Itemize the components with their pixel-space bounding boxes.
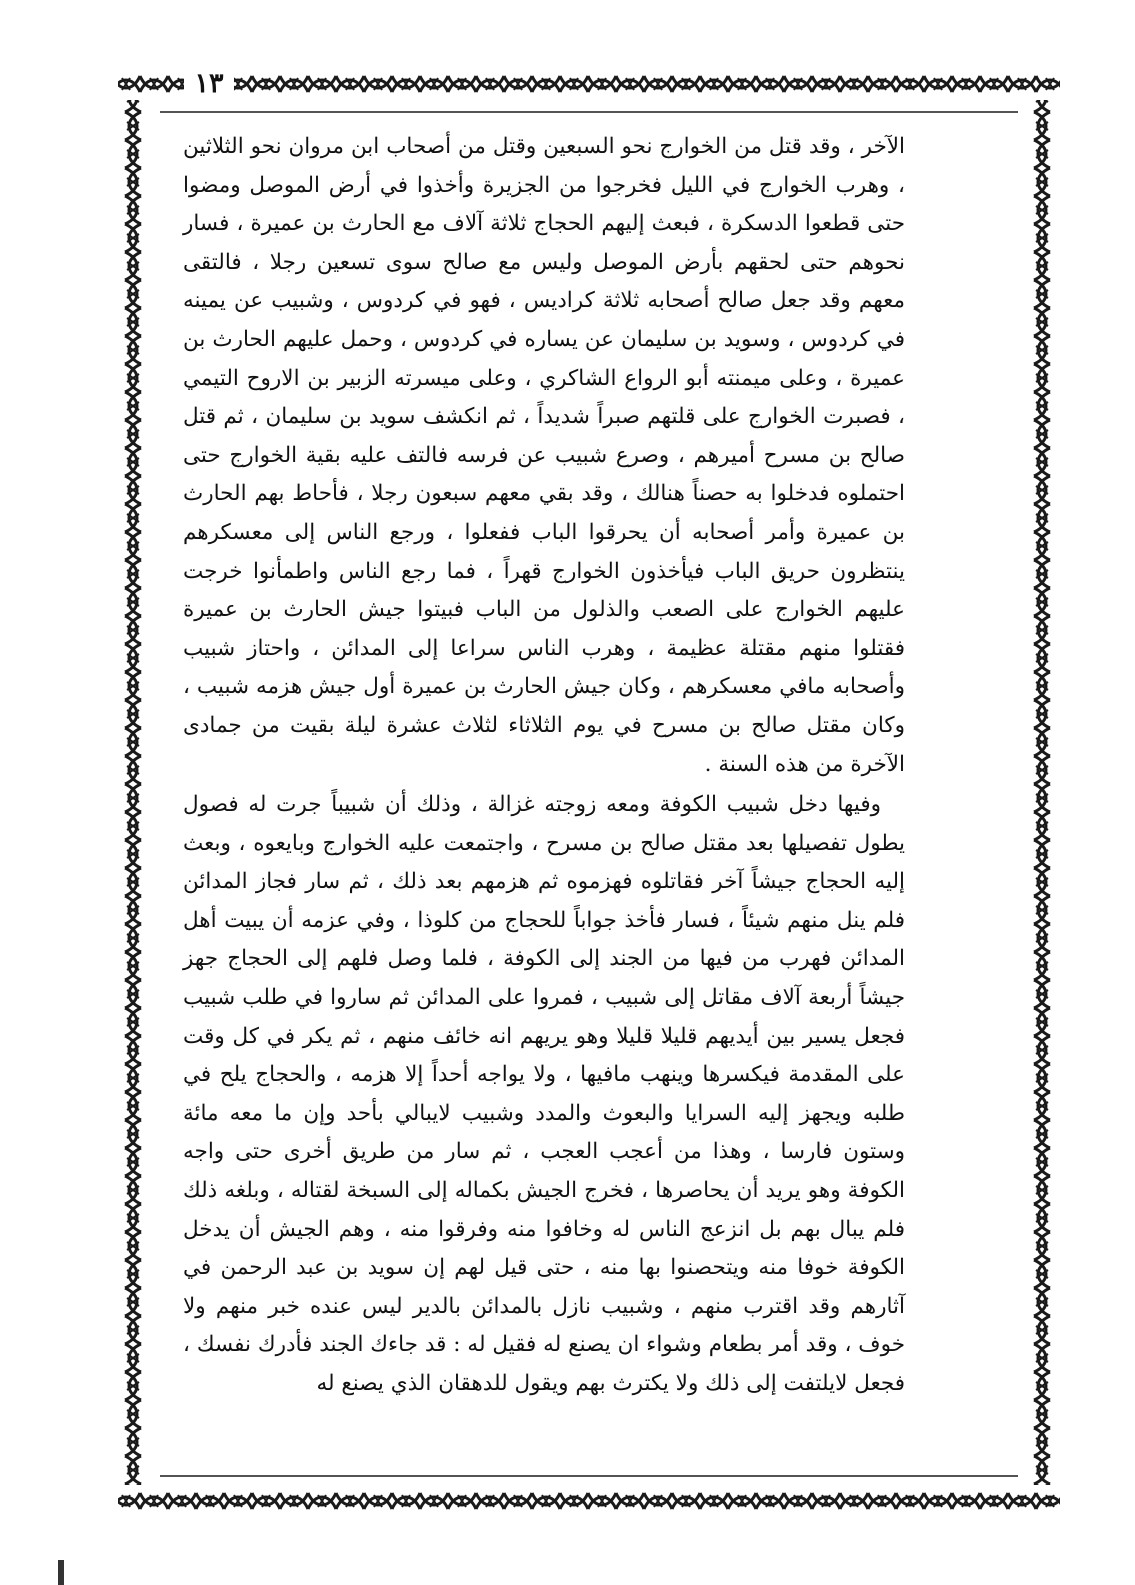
page-body-text: [183, 128, 905, 1473]
body-paragraph: وفيها دخل شبيب الكوفة ومعه زوجته غزالة ، وذلك أن شبيباً جرت له فصول يطول تفصيلها بعد مقتل صالح بن مسرح ، واجتمعت عليه الخوارج وبايعوه ، وبعث إليه الحجاج جيشاً آخر فقاتلوه فهزموه ثم هزمهم بعد ذلك ، ثم سار فجاز المدائن فلم ينل منهم شيئاً ، فسار فأخذ جواباً للحجاج من كلوذا ، وفي عزمه أن يبيت أهل المدائن فهرب من فيها من الجند إلى الكوفة ، فلما وصل فلهم إلى الحجاج جهز جيشاً أربعة آلاف مقاتل إلى شبيب ، فمروا على المدائن ثم ساروا في طلب شبيب فجعل يسير بين أيديهم قليلا قليلا وهو يريهم انه خائف منهم ، ثم يكر في كل وقت على المقدمة فيكسرها وينهب مافيها ، ولا يواجه أحداً إلا هزمه ، والحجاج يلح في طلبه ويجهز إليه السرايا والبعوث والمدد وشبيب لايبالي بأحد وإن ما معه مائة وستون فارسا ، وهذا من أعجب العجب ، ثم سار من طريق أخرى حتى واجه الكوفة وهو يريد أن يحاصرها ، فخرج الجيش بكماله إلى السبخة لقتاله ، وبلغه ذلك فلم يبال بهم بل انزعج الناس له وخافوا منه وفرقوا منه ، وهم الجيش أن يدخل الكوفة خوفا منه ويتحصنوا بها منه ، حتى قيل لهم إن سويد بن عبد الرحمن في آثارهم وقد اقترب منهم ، وشبيب نازل بالمدائن بالدير ليس عنده خبر منهم ولا خوف ، وقد أمر بطعام وشواء ان يصنع له فقيل له : قد جاءك الجند فأدرك نفسك ، فجعل لايلتفت إلى ذلك ولا يكترث بهم ويقول للدهقان الذي يصنع له: [183, 792, 905, 1396]
scan-mark: [58, 1560, 64, 1585]
body-paragraph: الآخر ، وقد قتل من الخوارج نحو السبعين وقتل من أصحاب ابن مروان نحو الثلاثين ، وهرب الخوارج في الليل فخرجوا من الجزيرة وأخذوا في أرض الموصل ومضوا حتى قطعوا الدسكرة ، فبعث إليهم الحجاج ثلاثة آلاف مع الحارث بن عميرة ، فسار نحوهم حتى لحقهم بأرض الموصل وليس مع صالح سوى تسعين رجلا ، فالتقى معهم وقد جعل صالح أصحابه ثلاثة كراديس ، فهو في كردوس ، وشبيب عن يمينه في كردوس ، وسويد بن سليمان عن يساره في كردوس ، وحمل عليهم الحارث بن عميرة ، وعلى ميمنته أبو الرواع الشاكري ، وعلى ميسرته الزبير بن الاروح التيمي ، فصبرت الخوارج على قلتهم صبراً شديداً ، ثم انكشف سويد بن سليمان ، ثم قتل صالح بن مسرح أميرهم ، وصرع شبيب عن فرسه فالتف عليه بقية الخوارج حتى احتملوه فدخلوا به حصناً هنالك ، وقد بقي معهم سبعون رجلا ، فأحاط بهم الحارث بن عميرة وأمر أصحابه أن يحرقوا الباب ففعلوا ، ورجع الناس إلى معسكرهم ينتظرون حريق الباب فيأخذون الخوارج قهراً ، فما رجع الناس واطمأنوا خرجت عليهم الخوارج على الصعب والذلول من الباب فبيتوا جيش الحارث بن عميرة فقتلوا منهم مقتلة عظيمة ، وهرب الناس سراعا إلى المدائن ، واحتاز شبيب وأصحابه مافي معسكرهم ، وكان جيش الحارث بن عميرة أول جيش هزمه شبيب ، وكان مقتل صالح بن مسرح في يوم الثلاثاء لثلاث عشرة ليلة بقيت من جمادى الآخرة من هذه السنة .: [183, 134, 905, 777]
page-number: ١٣: [184, 66, 234, 102]
